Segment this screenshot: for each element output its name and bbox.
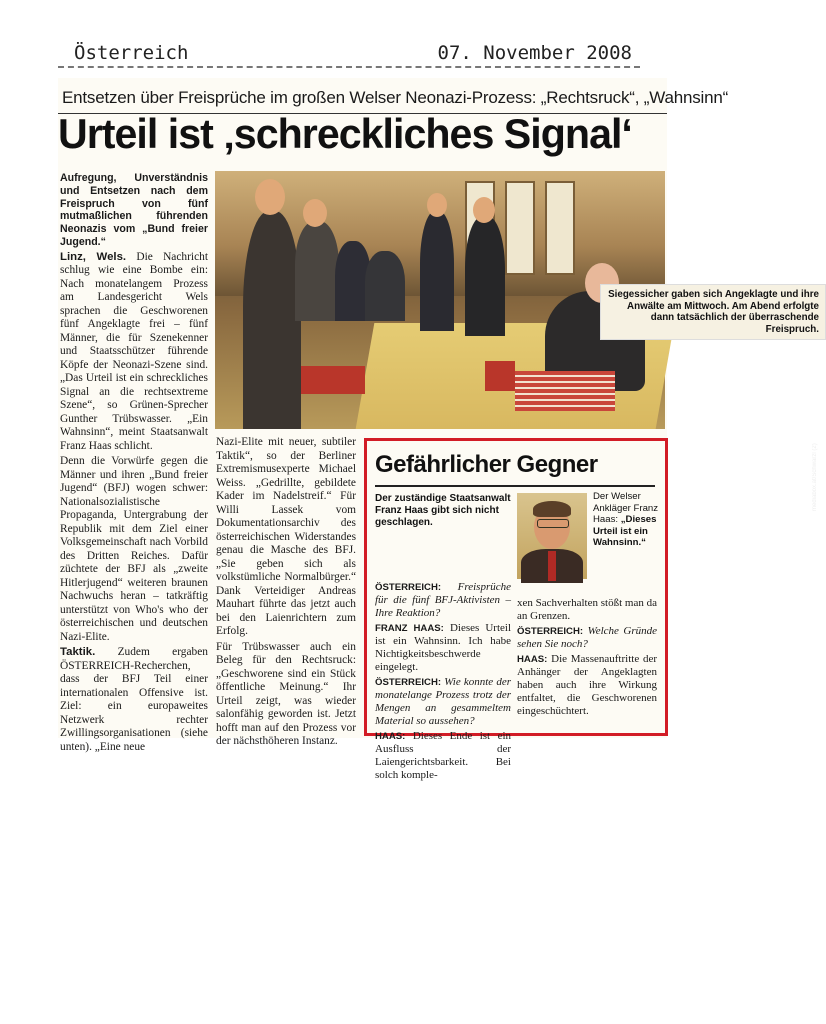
portrait-glasses: [537, 519, 569, 528]
kicker: Entsetzen über Freisprüche im großen Welser Neonazi-Prozess: „Rechtsruck“, „Wahnsinn“: [62, 88, 729, 107]
subhead: Taktik.: [60, 646, 96, 659]
answer-text: Dieses Ende ist ein Ausfluss der Laiengerichtsbarkeit. Bei solch komple-: [375, 730, 512, 781]
quote-text: „Dieses Urteil ist ein Wahnsinn.“: [593, 514, 657, 549]
prosecutor-portrait: [517, 493, 587, 579]
article-paragraph: Nazi-Elite mit neuer, subtiler Taktik“, so der Berliner Extremismusexperte Michael Weiss. „Gedrillte, gebildete Kader im Nadelstreif.“ Für Willi Lassek vom Dokumentationsarchiv des österreichischen Widerstandes genau die Masche des BFJ. „Sie geben sich als volkstümliche Normalbürger.“ Dank Verteidiger Andreas Mauhart führte das jetzt auch bei den Laienrichtern zum Erfolg.: [216, 436, 356, 637]
paragraph-text: Zudem ergaben ÖSTERREICH-Recherchen, dass der BFJ Teil einer internationalen Offensive ist. Ziel: ein europaweites Netzwerk rechter Zwillingsorganisationen (siehe unten). „Eine neue: [60, 646, 208, 753]
respondent-label: HAAS:: [517, 654, 548, 665]
photo-head: [255, 179, 285, 215]
photo-credit: mediabox.at/Schwarzl (2): [812, 443, 818, 511]
interview-column-2: [517, 597, 657, 720]
photo-person: [465, 216, 505, 336]
source-label: Österreich: [74, 42, 189, 64]
date-label: 07. November 2008: [437, 42, 632, 64]
interview-answer: [375, 622, 511, 674]
interviewer-label: ÖSTERREICH:: [375, 677, 442, 688]
headline: Urteil ist ‚schreckliches Signal‘: [58, 110, 632, 157]
interview-answer: [517, 653, 657, 718]
interview-answer-continued: xen Sachverhalten stößt man da an Grenzen.: [517, 597, 657, 622]
newspaper-clipping: [58, 78, 819, 781]
respondent-label: HAAS:: [375, 731, 406, 742]
article-paragraph: [60, 646, 208, 754]
photo-person: [243, 211, 301, 429]
interview-question: [375, 581, 511, 620]
answer-text: Dieses Urteil ist ein Wahnsinn. Ich habe Nichtigkeitsbeschwerde eingelegt.: [375, 622, 512, 673]
interview-question: [375, 676, 511, 728]
interviewer-label: ÖSTERREICH:: [517, 626, 584, 637]
interview-box: [364, 438, 668, 781]
clipping-header: [58, 40, 640, 68]
question-text: Welche Gründe sehen Sie noch?: [517, 625, 657, 650]
interview-column-1: [375, 581, 511, 784]
portrait-tie: [548, 551, 556, 581]
photo-window: [545, 181, 575, 275]
photo-head: [303, 199, 327, 227]
question-text: Freisprüche für die fünf BFJ-Aktivisten – Ihre Reaktion?: [375, 581, 511, 619]
article-paragraph: Für Trübswasser auch ein Beleg für den Rechtsruck: „Geschworene sind ein Stück öffentliche Meinung.“ Ihr Urteil zeigt, was wieder salonfähig geworden ist. Jetzt hofft man auf den Prozess vor der nächsthöheren Instanz.: [216, 640, 356, 747]
interview-answer: [375, 730, 511, 782]
portrait-quote: [593, 491, 659, 549]
photo-person: [295, 221, 339, 321]
photo-caption: Siegessicher gaben sich Angeklagte und ihre Anwälte am Mittwoch. Am Abend erfolgte dann tatsächlich der überraschende Freispruch.: [600, 284, 826, 340]
interviewer-label: ÖSTERREICH:: [375, 582, 442, 593]
interview-lead: Der zuständige Staatsanwalt Franz Haas gibt sich nicht geschlagen.: [375, 493, 511, 528]
quote-intro: Der Welser Ankläger Franz Haas:: [593, 491, 659, 526]
photo-chair: [485, 361, 515, 391]
article-column-2: [216, 436, 356, 751]
paragraph-text: Die Nachricht schlug wie eine Bombe ein: Nach monatelangem Prozess am Landesgericht Wels sprachen die Geschworenen fünf Angeklagte frei – fünf Männer, die für Szenekenner und Staatsschützer führende Köpfe der Neonazi-Szene sind. „Das Urteil ist ein schreckliches Signal an die rechtsextreme Szene“, so Grünen-Sprecher Gunther Trübswasser. „Ein Wahnsinn“, meint Staatsanwalt Franz Haas schlicht.: [60, 250, 208, 452]
photo-chair: [295, 366, 365, 394]
photo-person: [365, 251, 405, 321]
article-paragraph: [60, 251, 208, 454]
photo-person: [420, 211, 454, 331]
photo-documents: [515, 371, 615, 411]
photo-head: [473, 197, 495, 223]
respondent-label: FRANZ HAAS:: [375, 623, 444, 634]
article-column-1: [60, 172, 208, 756]
article-paragraph: Denn die Vorwürfe gegen die Männer und ihren „Bund freier Jugend“ (BFJ) wogen schwer: Nationalsozialistische Propaganda, Untergrabung der Republik mit dem Ziel einer Volksgemeinschaft nach Vorbild des Dritten Reiches. Dafür züchtete der BFJ als „zweite Hitlerjugend“ weiteren braunen Nachwuchs heran – tatkräftig unterstützt von Who's who der österreichischen und deutschen Nazi-Elite.: [60, 455, 208, 643]
answer-text: Die Massenauftritte der Anhänger der Angeklagten haben auch ihre Wirkung entfaltet, die Geschworenen eingeschüchtert.: [517, 653, 657, 717]
interview-title: Gefährlicher Gegner: [375, 451, 598, 478]
dateline: Linz, Wels.: [60, 250, 127, 263]
photo-window: [505, 181, 535, 275]
portrait-hair: [533, 501, 571, 517]
article-lead: Aufregung, Unverständnis und Entsetzen nach dem Freispruch von fünf mutmaßlichen führenden Neonazis vom „Bund freier Jugend.“: [60, 172, 208, 248]
interview-rule: [375, 485, 655, 487]
interview-question: [517, 625, 657, 651]
photo-head: [427, 193, 447, 217]
question-text: Wie konnte der monatelange Prozess trotz der Mengen an gesammeltem Material so aussehen?: [375, 676, 511, 727]
